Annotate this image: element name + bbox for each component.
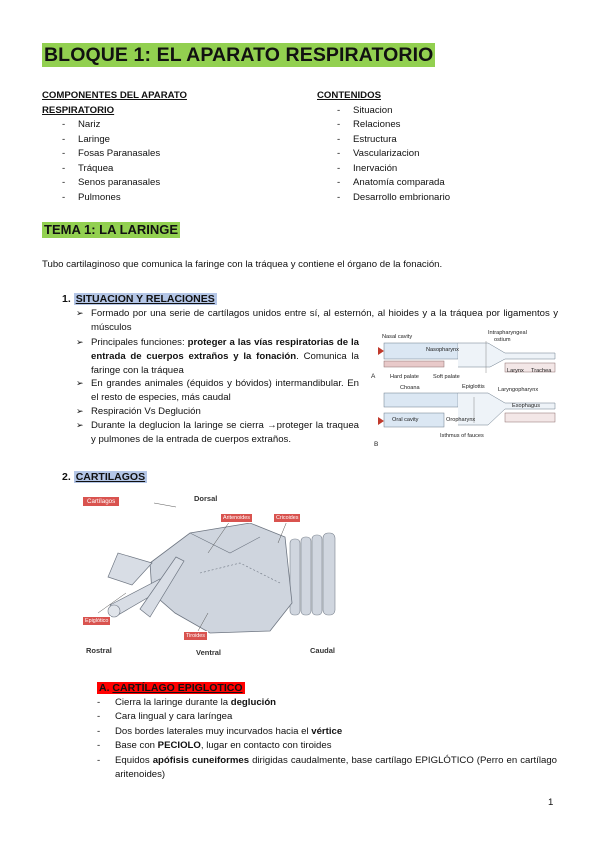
section2-number: 2. xyxy=(62,471,71,483)
label-esophagus: Esophagus xyxy=(512,403,540,409)
bullet-bold-text: proteger a las vías respiratorias de la entrada de cuerpos extraños y la fonación xyxy=(91,337,359,362)
label-cartilagos: Cartílagos xyxy=(82,496,120,507)
label-tiroides: Tiroides xyxy=(183,631,208,641)
list-item xyxy=(76,419,359,447)
subsectionA-letter: A. xyxy=(99,682,110,694)
components-heading-1: COMPONENTES DEL APARATO xyxy=(42,90,187,101)
item-text: Cara lingual y cara laríngea xyxy=(115,711,233,723)
section1-title: SITUACION Y RELACIONES xyxy=(75,293,215,305)
label-caudal: Caudal xyxy=(310,646,336,655)
dash-bullet: - xyxy=(97,711,101,723)
list-item: - Situacion xyxy=(317,104,557,119)
label-isthmus: Isthmus of fauces xyxy=(440,433,484,439)
list-item: - Nariz xyxy=(42,118,272,133)
item-text: Equidos xyxy=(115,754,153,766)
label-ventral: Ventral xyxy=(196,648,222,657)
list-item xyxy=(76,307,558,335)
arrow-bullet-icon: ➢ xyxy=(76,405,84,416)
bullet-text: Respiración Vs Deglución xyxy=(91,405,201,417)
item-text: dirigidas caudalmente, base cartílago EPIGLÓTICO (Perro en cartílago aritenoides) xyxy=(115,754,557,781)
arrow-bullet-icon: ➢ xyxy=(76,378,84,389)
label-soft-palate: Soft palate xyxy=(433,374,460,380)
tema-heading: TEMA 1: LA LARINGE xyxy=(44,222,179,237)
list-item: - Pulmones xyxy=(42,191,272,206)
contents-list xyxy=(317,104,557,206)
label-nasopharynx: Nasopharynx xyxy=(426,347,459,353)
label-ostium: ostium xyxy=(494,337,511,343)
arrow-bullet-icon: ➢ xyxy=(76,308,84,318)
bullet-text: . Comunica la faringe con la tráquea xyxy=(91,350,359,376)
label-rostral: Rostral xyxy=(86,646,112,655)
list-item xyxy=(76,405,359,419)
arrow-bullet-icon: ➢ xyxy=(76,419,84,430)
dash-bullet: - xyxy=(97,754,101,766)
arrow-bullet-icon: ➢ xyxy=(76,337,84,347)
contents-block xyxy=(317,89,557,205)
label-epiglottis: Epiglottis xyxy=(462,384,485,390)
components-heading-2: RESPIRATORIO xyxy=(42,104,115,116)
item-text: Base con xyxy=(115,740,158,752)
bullet-text: En grandes animales (équidos y bóvidos) intermandibular. En el resto de especies, más caudal xyxy=(91,378,359,404)
list-item: - Inervación xyxy=(317,162,557,177)
bullet-text: Formado por una serie de cartílagos unidos entre sí, al esternón, al hioides y a la tráquea por ligamentos y músculos xyxy=(91,308,558,333)
components-block xyxy=(42,89,272,205)
components-list xyxy=(42,118,272,205)
list-item: - Estructura xyxy=(317,133,557,148)
list-item xyxy=(97,710,557,724)
section1-list-top xyxy=(76,307,558,335)
subsectionA-list xyxy=(97,696,557,782)
label-aritenoides: Aritenoides xyxy=(220,513,253,523)
label-cricoides: Cricoides xyxy=(273,513,301,523)
label-epiglotico: Epiglótico xyxy=(82,616,111,626)
label-trachea: Trachea xyxy=(531,368,552,374)
bullet-text: Principales funciones: xyxy=(91,337,188,348)
label-oropharynx: Oropharynx xyxy=(446,417,476,423)
subsectionA-heading xyxy=(97,681,245,695)
bullet-text: Durante la deglucion la laringe se cierra →proteger la traquea y pulmones de la entrada de cuerpos extraños. xyxy=(91,419,359,445)
list-item xyxy=(76,336,359,377)
section1-number: 1. xyxy=(62,293,71,305)
item-bold-text: deglución xyxy=(230,697,277,708)
item-bold-text: apófisis cuneiformes xyxy=(152,754,250,766)
item-text: , lugar en contacto con tiroides xyxy=(200,740,332,752)
item-bold-text: vértice xyxy=(311,725,343,737)
list-item xyxy=(97,696,557,710)
label-larynx: Larynx xyxy=(507,368,524,374)
dash-bullet: - xyxy=(97,740,101,752)
section2-heading xyxy=(62,470,147,484)
list-item: - Vascularizacion xyxy=(317,147,557,162)
dash-bullet: - xyxy=(97,697,101,708)
dash-bullet: - xyxy=(97,725,101,737)
page-title: BLOQUE 1: EL APARATO RESPIRATORIO xyxy=(44,44,434,66)
list-item: - Anatomía comparada xyxy=(317,176,557,191)
cartilage-figure xyxy=(80,493,344,659)
label-intrapharyngeal: Intrapharyngeal xyxy=(488,330,527,336)
label-dorsal: Dorsal xyxy=(194,494,218,503)
section2-title: CARTILAGOS xyxy=(75,471,146,483)
list-item xyxy=(97,754,557,783)
cartilage-figure-svg xyxy=(80,493,344,659)
page-number: 1 xyxy=(548,797,554,808)
label-hard-palate: Hard palate xyxy=(390,374,419,380)
list-item xyxy=(97,739,557,753)
list-item: - Relaciones xyxy=(317,118,557,133)
list-item: - Tráquea xyxy=(42,162,272,177)
item-bold-text: PECIOLO xyxy=(157,740,201,752)
list-item: - Laringe xyxy=(42,133,272,148)
pharynx-diagram xyxy=(370,330,560,453)
label-a: A xyxy=(371,373,376,380)
label-oral-cavity: Oral cavity xyxy=(392,417,419,423)
tema-intro: Tubo cartilaginoso que comunica la faringe con la tráquea y contiene el órgano de la fonación. xyxy=(42,259,443,270)
list-item: - Fosas Paranasales xyxy=(42,147,272,162)
list-item xyxy=(76,377,359,405)
list-item: - Desarrollo embrionario xyxy=(317,191,557,206)
item-text: Dos bordes laterales muy incurvados hacia el xyxy=(115,725,312,737)
label-laryngopharynx: Laryngopharynx xyxy=(498,387,539,393)
subsectionA-badge xyxy=(97,682,245,694)
section1-heading xyxy=(62,292,217,306)
section1-list xyxy=(76,336,359,446)
label-choana: Choana xyxy=(400,385,420,391)
subsectionA-title: CARTÍLAGO EPIGLOTICO xyxy=(112,682,243,694)
list-item xyxy=(97,725,557,739)
item-text: Cierra la laringe durante la xyxy=(115,697,231,708)
list-item: - Senos paranasales xyxy=(42,176,272,191)
contents-heading: CONTENIDOS xyxy=(317,90,381,101)
label-nasal-cavity: Nasal cavity xyxy=(382,334,413,340)
label-b: B xyxy=(374,441,379,448)
